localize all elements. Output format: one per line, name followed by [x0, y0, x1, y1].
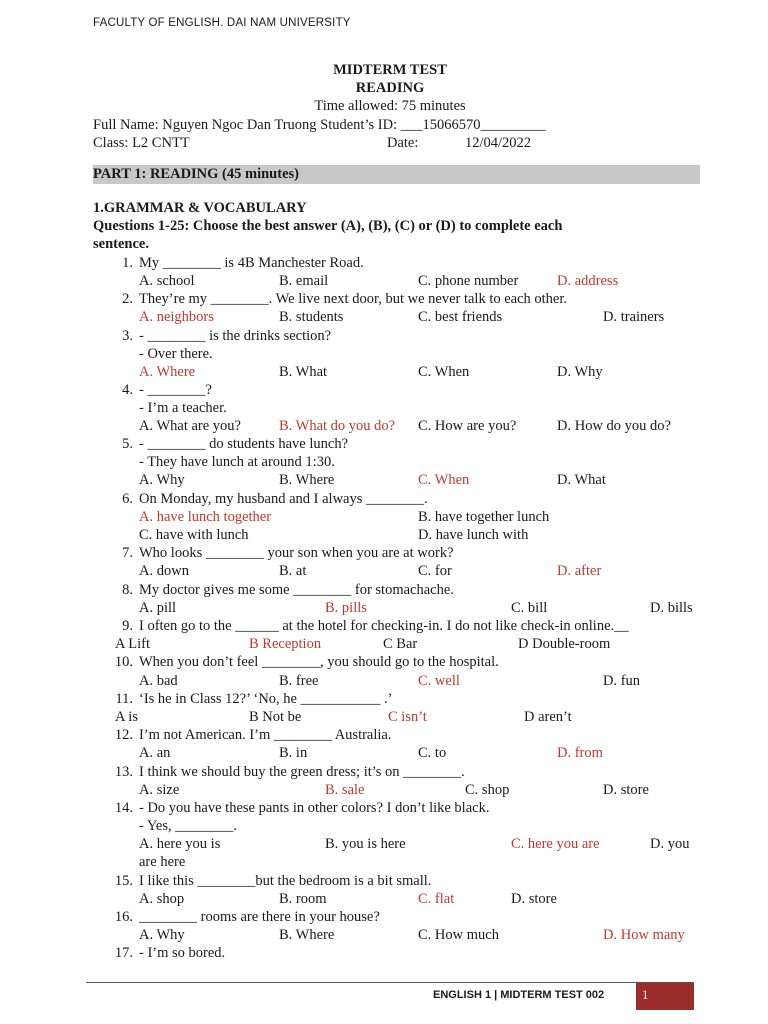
answer-option-selected[interactable]: B. sale [325, 782, 365, 798]
answer-option[interactable]: D. How do you do? [557, 418, 671, 434]
date-value: 12/04/2022 [465, 135, 532, 151]
answer-option-selected[interactable]: D. after [557, 563, 602, 579]
question-number: 4. [122, 382, 133, 398]
answer-option[interactable]: B. What [279, 364, 328, 380]
page-number: 1 [642, 987, 649, 1002]
question-stem: My doctor gives me some ________ for stomachache. [139, 582, 454, 598]
answer-option-selected[interactable]: A. have lunch together [139, 509, 272, 525]
question-number: 9. [122, 618, 133, 634]
answer-option[interactable]: A. an [139, 745, 171, 761]
question-number: 2. [122, 291, 133, 307]
answer-option[interactable]: C. to [418, 745, 447, 761]
question-stem: I often go to the ______ at the hotel for checking-in. I do not like check-in online.__ [139, 618, 629, 634]
class-label: Class: L2 CNTT [93, 135, 190, 151]
question-stem: - ________? [139, 382, 212, 398]
answer-option[interactable]: B. have together lunch [418, 509, 550, 525]
time-allowed: Time allowed: 75 minutes [314, 98, 466, 114]
date-label: Date: [387, 135, 419, 151]
answer-option[interactable]: D. Why [557, 364, 603, 380]
answer-option[interactable]: B. Where [279, 927, 335, 943]
answer-option[interactable]: C Bar [383, 636, 418, 652]
question-stem: Who looks ________ your son when you are at work? [139, 545, 454, 561]
question-number: 15. [114, 873, 133, 889]
answer-option[interactable]: A. down [139, 563, 189, 579]
answer-option[interactable]: C. How much [418, 927, 499, 943]
answer-option[interactable]: C. shop [465, 782, 510, 798]
question-stem: - Yes, ________. [139, 818, 237, 834]
test-subtitle: READING [355, 80, 425, 96]
part-title: PART 1: READING (45 minutes) [93, 166, 299, 182]
question-stem: - Over there. [139, 346, 213, 362]
answer-option[interactable]: A. here you is [139, 836, 221, 852]
answer-option[interactable]: A is [115, 709, 138, 725]
question-number: 10. [114, 654, 133, 670]
answer-option[interactable]: B. email [279, 273, 329, 289]
question-stem: ________ rooms are there in your house? [139, 909, 380, 925]
answer-option[interactable]: B. you is here [325, 836, 406, 852]
answer-option[interactable]: B. Where [279, 472, 335, 488]
answer-option-selected[interactable]: C. When [418, 472, 470, 488]
question-number: 6. [122, 491, 133, 507]
question-stem: - I’m a teacher. [139, 400, 227, 416]
answer-option[interactable]: D. bills [650, 600, 693, 616]
faculty-header: FACULTY OF ENGLISH. DAI NAM UNIVERSITY [93, 17, 351, 29]
question-stem: My ________ is 4B Manchester Road. [139, 255, 364, 271]
answer-option-selected[interactable]: A. neighbors [139, 309, 214, 325]
answer-option[interactable]: D. fun [603, 673, 641, 689]
answer-option[interactable]: A. Why [139, 927, 185, 943]
test-title: MIDTERM TEST [333, 62, 447, 78]
question-number: 16. [114, 909, 133, 925]
question-stem: When you don’t feel ________, you should go to the hospital. [139, 654, 499, 670]
answer-option-selected[interactable]: D. How many [603, 927, 685, 943]
answer-option[interactable]: A. shop [139, 891, 185, 907]
answer-option[interactable]: A. size [139, 782, 180, 798]
question-number: 14. [114, 800, 133, 816]
answer-option[interactable]: A. school [139, 273, 195, 289]
answer-option[interactable]: A. What are you? [139, 418, 241, 434]
answer-option-selected[interactable]: B. pills [325, 600, 367, 616]
answer-option[interactable]: C. bill [511, 600, 548, 616]
question-number: 5. [122, 436, 133, 452]
answer-option[interactable]: D Double-room [518, 636, 611, 652]
section-title: 1.GRAMMAR & VOCABULARY [93, 200, 307, 216]
answer-option[interactable]: A. bad [139, 673, 178, 689]
answer-option[interactable]: B. free [279, 673, 319, 689]
answer-option[interactable]: B. in [279, 745, 308, 761]
answer-option[interactable]: C. best friends [418, 309, 503, 325]
answer-option-selected[interactable]: C. here you are [511, 836, 600, 852]
question-stem: - ________ is the drinks section? [139, 328, 332, 344]
answer-option[interactable]: B. room [279, 891, 327, 907]
answer-option[interactable]: C. have with lunch [139, 527, 249, 543]
answer-option-selected[interactable]: C. flat [418, 891, 455, 907]
instruction-line-1: Questions 1-25: Choose the best answer (A), (B), (C) or (D) to complete each [93, 218, 563, 234]
answer-option-selected[interactable]: A. Where [139, 364, 196, 380]
answer-option[interactable]: D. store [603, 782, 649, 798]
answer-option-selected[interactable]: B Reception [249, 636, 322, 652]
answer-option[interactable]: D. trainers [603, 309, 665, 325]
answer-option[interactable]: C. for [418, 563, 452, 579]
answer-option[interactable]: B. at [279, 563, 307, 579]
answer-option-selected[interactable]: D. address [557, 273, 619, 289]
answer-option[interactable]: A. Why [139, 472, 185, 488]
question-number: 3. [122, 328, 133, 344]
question-number: 8. [122, 582, 133, 598]
question-stem: I think we should buy the green dress; it’s on ________. [139, 764, 465, 780]
instruction-line-2: sentence. [93, 236, 149, 252]
answer-option-selected[interactable]: C isn’t [388, 709, 427, 725]
answer-option[interactable]: D. store [511, 891, 557, 907]
footer-text: ENGLISH 1 | MIDTERM TEST 002 [433, 989, 605, 1001]
student-name-line: Full Name: Nguyen Ngoc Dan Truong Student’s ID: ___15066570_________ [93, 117, 546, 133]
question-number: 12. [114, 727, 133, 743]
question-number: 13. [114, 764, 133, 780]
answer-option[interactable]: D. What [557, 472, 606, 488]
answer-option[interactable]: B Not be [249, 709, 302, 725]
question-stem: I like this ________but the bedroom is a bit small. [139, 873, 432, 889]
answer-option-selected[interactable]: D. from [557, 745, 603, 761]
question-stem: On Monday, my husband and I always ________. [139, 491, 428, 507]
answer-option[interactable]: D. you [650, 836, 690, 852]
answer-option[interactable]: C. When [418, 364, 470, 380]
answer-option[interactable]: B. students [279, 309, 344, 325]
answer-option[interactable]: C. phone number [418, 273, 519, 289]
answer-option-selected[interactable]: B. What do you do? [279, 418, 396, 434]
question-stem: - They have lunch at around 1:30. [139, 454, 335, 470]
answer-option[interactable]: D aren’t [524, 709, 572, 725]
question-number: 11. [115, 691, 133, 707]
option-continuation: are here [139, 854, 186, 870]
question-stem: - I’m so bored. [139, 945, 226, 961]
answer-option[interactable]: D. have lunch with [418, 527, 529, 543]
question-number: 7. [122, 545, 133, 561]
question-stem: - ________ do students have lunch? [139, 436, 349, 452]
answer-option[interactable]: C. How are you? [418, 418, 517, 434]
question-number: 1. [122, 255, 133, 271]
question-stem: They’re my ________. We live next door, but we never talk to each other. [139, 291, 568, 307]
question-number: 17. [114, 945, 133, 961]
answer-option-selected[interactable]: C. well [418, 673, 460, 689]
answer-option[interactable]: A. pill [139, 600, 177, 616]
footer-divider [86, 982, 694, 983]
answer-option[interactable]: A Lift [115, 636, 151, 652]
question-stem: ‘Is he in Class 12?’ ‘No, he ___________ .’ [139, 691, 393, 707]
question-stem: - Do you have these pants in other colors? I don’t like black. [139, 800, 490, 816]
question-stem: I’m not American. I’m ________ Australia. [139, 727, 392, 743]
